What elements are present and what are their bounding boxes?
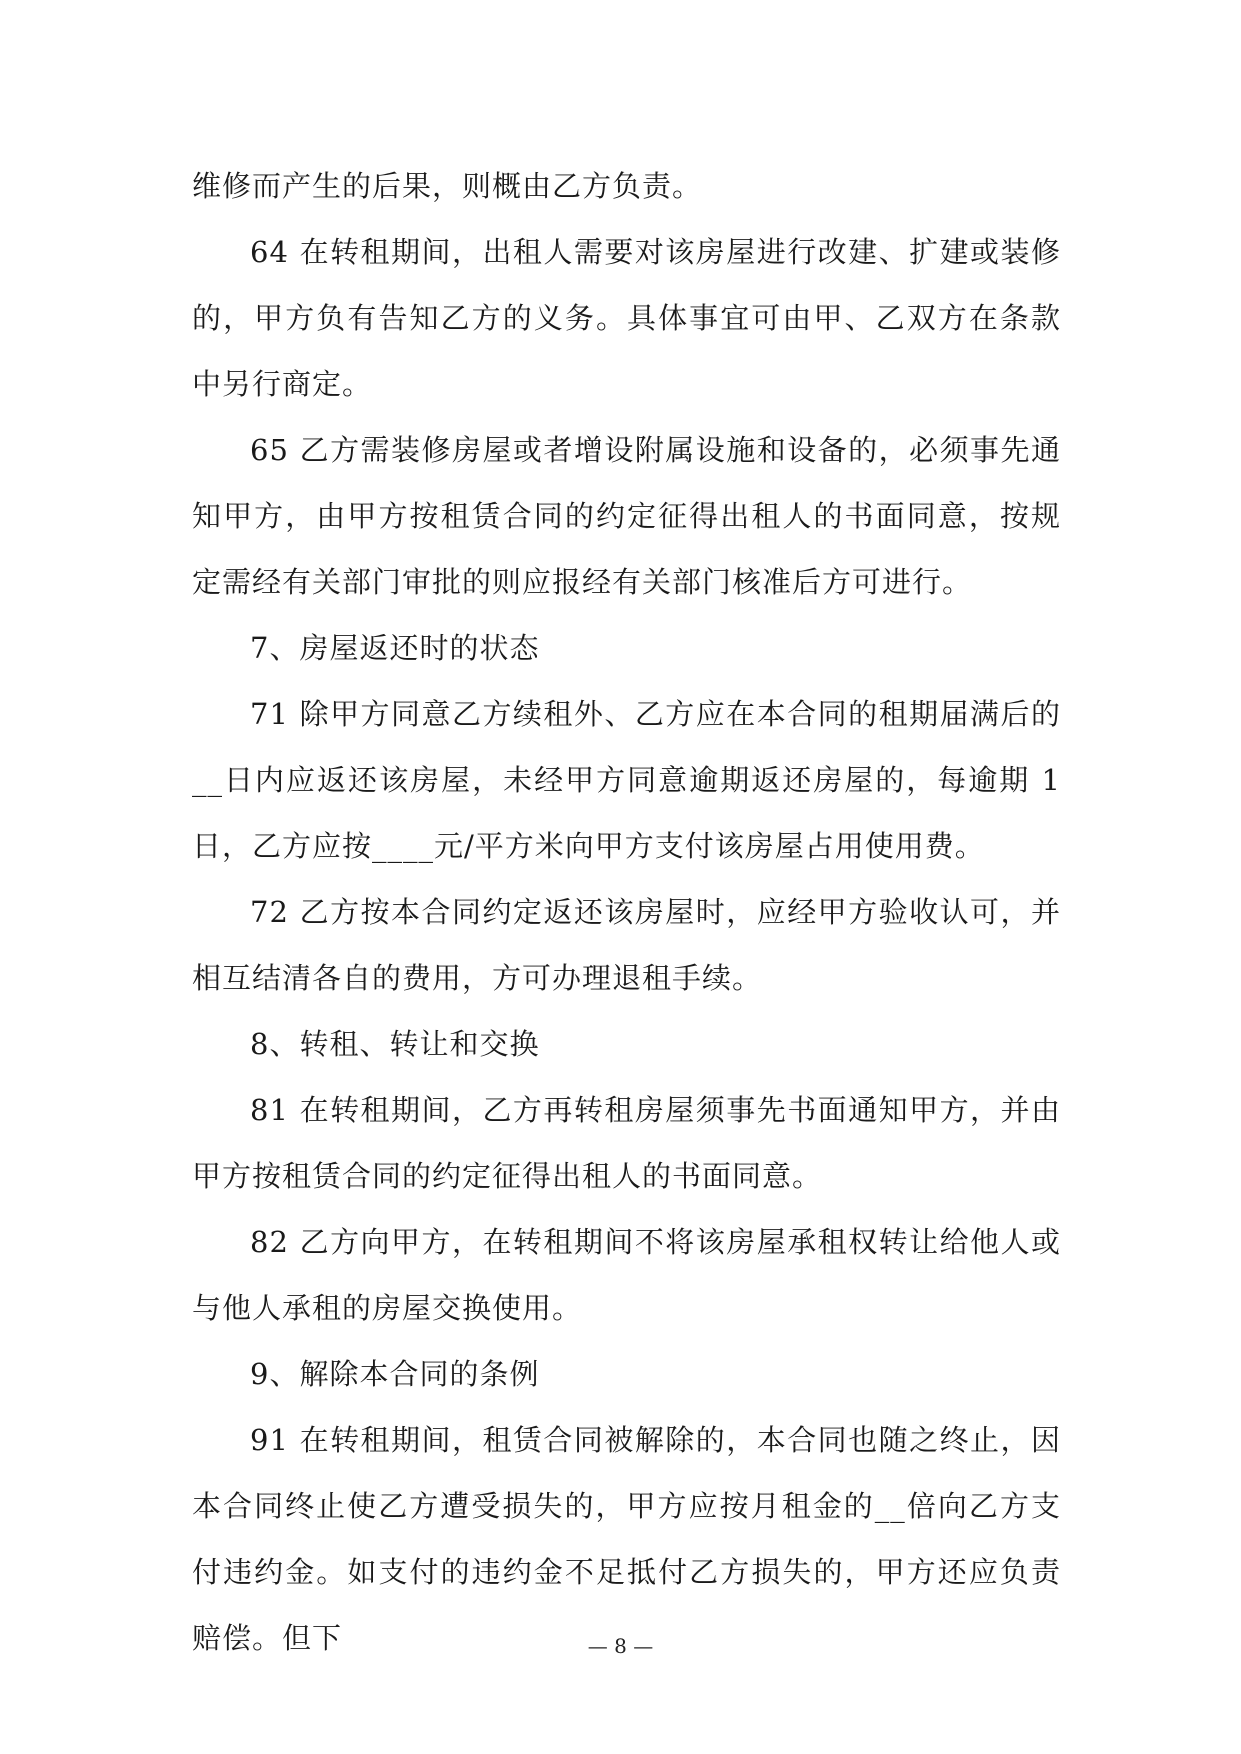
paragraph: 71 除甲方同意乙方续租外、乙方应在本合同的租期届满后的__日内应返还该房屋，未经甲方同意逾期返还房屋的，每逾期 1 日，乙方应按____元/平方米向甲方支付该房屋占用使用费。 xyxy=(192,697,1072,863)
paragraph: 65 乙方需装修房屋或者增设附属设施和设备的，必须事先通知甲方，由甲方按租赁合同的约定征得出租人的书面同意，按规定需经有关部门审批的则应报经有关部门核准后方可进行。 xyxy=(192,433,1061,599)
document-body xyxy=(192,153,1072,1671)
page-number: — 8 — xyxy=(587,1634,654,1658)
paragraph: 维修而产生的后果，则概由乙方负责。 xyxy=(192,169,703,203)
paragraph: 82 乙方向甲方，在转租期间不将该房屋承租权转让给他人或与他人承租的房屋交换使用。 xyxy=(192,1225,1061,1325)
section-heading: 8、转租、转让和交换 xyxy=(250,1027,540,1061)
section-heading: 9、解除本合同的条例 xyxy=(250,1357,540,1391)
paragraph: 81 在转租期间，乙方再转租房屋须事先书面通知甲方，并由甲方按租赁合同的约定征得出租人的书面同意。 xyxy=(192,1093,1061,1193)
paragraph: 72 乙方按本合同约定返还该房屋时，应经甲方验收认可，并相互结清各自的费用，方可办理退租手续。 xyxy=(192,895,1061,995)
paragraph: 64 在转租期间，出租人需要对该房屋进行改建、扩建或装修的，甲方负有告知乙方的义务。具体事宜可由甲、乙双方在条款中另行商定。 xyxy=(192,235,1061,401)
paragraph: 91 在转租期间，租赁合同被解除的，本合同也随之终止，因本合同终止使乙方遭受损失的，甲方应按月租金的__倍向乙方支付违约金。如支付的违约金不足抵付乙方损失的，甲方还应负责赔偿。但下 xyxy=(192,1423,1061,1655)
section-heading: 7、房屋返还时的状态 xyxy=(250,631,540,665)
